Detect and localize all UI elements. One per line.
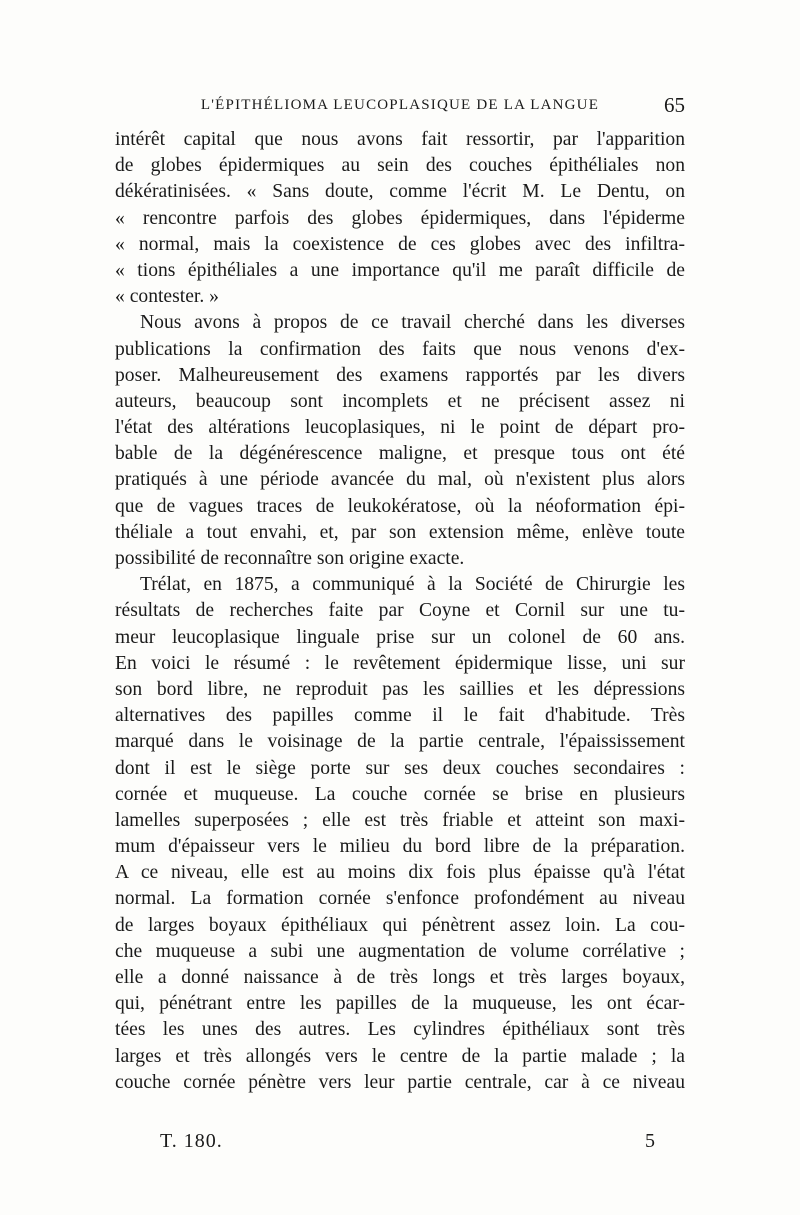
- text-line: En voici le résumé : le revêtement épidermique lisse, uni sur: [115, 652, 685, 674]
- running-title: L'ÉPITHÉLIOMA LEUCOPLASIQUE DE LA LANGUE: [200, 97, 600, 113]
- text-line: A ce niveau, elle est au moins dix fois plus épaisse qu'à l'état: [115, 862, 685, 884]
- text-line: l'état des altérations leucoplasiques, ni le point de départ pro-: [115, 417, 685, 439]
- text-line: auteurs, beaucoup sont incomplets et ne précisent assez ni: [115, 390, 685, 412]
- text-line: dékératinisées. « Sans doute, comme l'écrit M. Le Dentu, on: [115, 181, 685, 203]
- text-line: normal. La formation cornée s'enfonce profondément au niveau: [115, 888, 685, 910]
- text-line: meur leucoplasique linguale prise sur un colonel de 60 ans.: [115, 626, 685, 648]
- volume-mark: T. 180.: [160, 1130, 223, 1152]
- text-line: marqué dans le voisinage de la partie centrale, l'épaississement: [115, 731, 685, 753]
- text-line: che muqueuse a subi une augmentation de volume corrélative ;: [115, 940, 685, 962]
- text-line: poser. Malheureusement des examens rapportés par les divers: [115, 364, 685, 386]
- text-line: théliale a tout envahi, et, par son extension même, enlève toute: [115, 521, 685, 543]
- text-line: de larges boyaux épithéliaux qui pénètrent assez loin. La cou-: [115, 914, 685, 936]
- page-footer: [160, 1130, 655, 1160]
- text-line: elle a donné naissance à de très longs et très larges boyaux,: [115, 967, 685, 988]
- text-line: publications la confirmation des faits que nous venons d'ex-: [115, 338, 685, 360]
- text-line: « normal, mais la coexistence de ces globes avec des infiltra-: [115, 233, 685, 255]
- text-line: cornée et muqueuse. La couche cornée se brise en plusieurs: [115, 783, 685, 805]
- text-line: « tions épithéliales a une importance qu'il me paraît difficile de: [115, 259, 685, 281]
- body-text: [115, 127, 685, 1096]
- text-line: possibilité de reconnaître son origine exacte.: [115, 548, 465, 569]
- text-line: bable de la dégénérescence maligne, et presque tous ont été: [115, 443, 685, 465]
- text-line: larges et très allongés vers le centre de la partie malade ; la: [115, 1045, 685, 1067]
- text-line: lamelles superposées ; elle est très friable et atteint son maxi-: [115, 809, 685, 831]
- paragraph-first-line: Trélat, en 1875, a communiqué à la Société de Chirurgie les: [140, 574, 685, 596]
- text-line: de globes épidermiques au sein des couches épithéliales non: [115, 155, 685, 177]
- text-line: qui, pénétrant entre les papilles de la muqueuse, les ont écar-: [115, 993, 685, 1015]
- text-line: couche cornée pénètre vers leur partie centrale, car à ce niveau: [115, 1071, 685, 1093]
- text-line: que de vagues traces de leukokératose, où la néoformation épi-: [115, 495, 685, 517]
- text-line: tées les unes des autres. Les cylindres épithéliaux sont très: [115, 1019, 685, 1041]
- text-line: alternatives des papilles comme il le fait d'habitude. Très: [115, 705, 685, 727]
- text-line: dont il est le siège porte sur ses deux couches secondaires :: [115, 757, 685, 779]
- text-line: résultats de recherches faite par Coyne et Cornil sur une tu-: [115, 600, 685, 622]
- text-line: pratiqués à une période avancée du mal, où n'existent plus alors: [115, 469, 685, 491]
- text-line: mum d'épaisseur vers le milieu du bord libre de la préparation.: [115, 836, 685, 858]
- text-line: son bord libre, ne reproduit pas les saillies et les dépressions: [115, 678, 685, 700]
- running-head: [115, 93, 685, 121]
- text-line: intérêt capital que nous avons fait ressortir, par l'apparition: [115, 129, 685, 150]
- text-line: « contester. »: [115, 286, 219, 308]
- paragraph-first-line: Nous avons à propos de ce travail cherché dans les diverses: [140, 312, 685, 334]
- signature-mark: 5: [645, 1130, 655, 1152]
- page-number: 65: [664, 93, 685, 117]
- text-line: « rencontre parfois des globes épidermiques, dans l'épiderme: [115, 207, 685, 229]
